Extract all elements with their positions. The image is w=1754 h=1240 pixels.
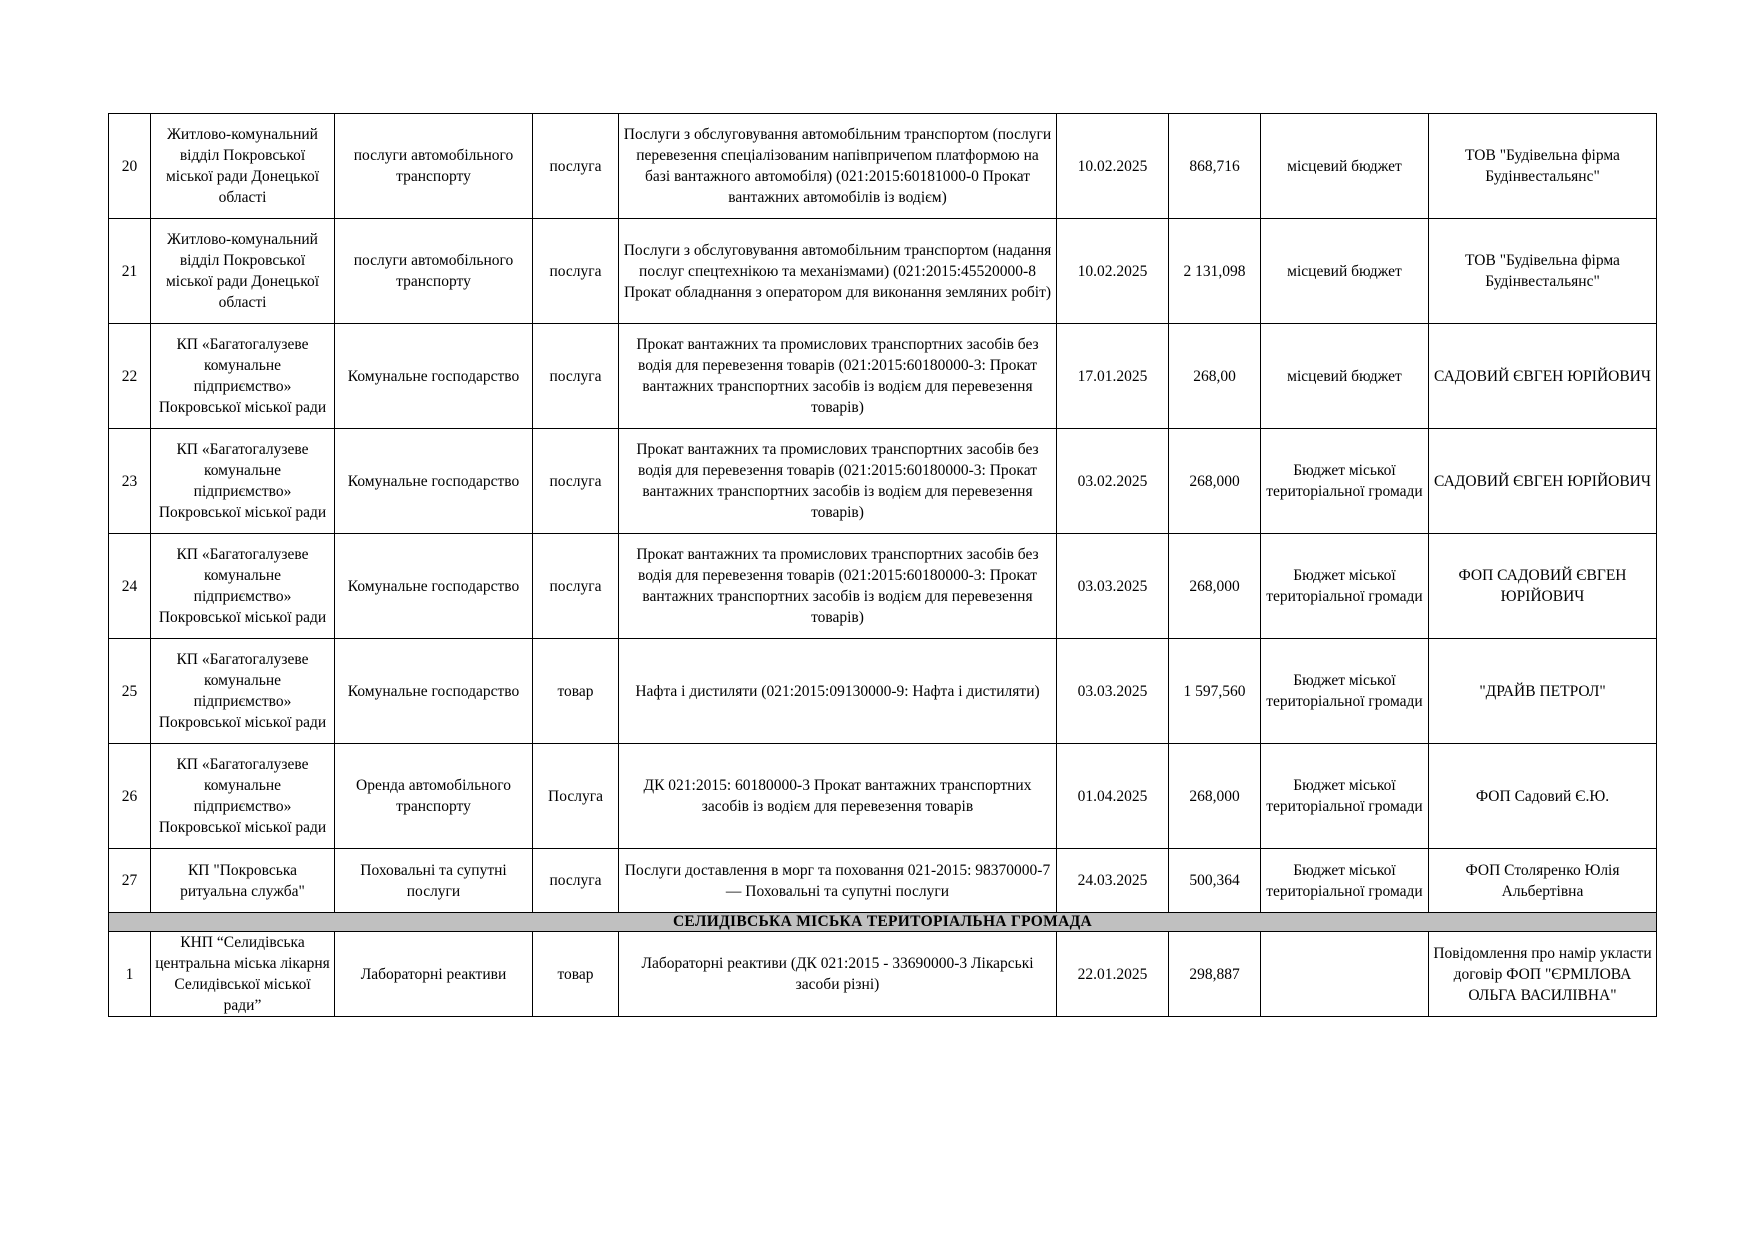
- table-row: [109, 114, 1657, 219]
- subject-cell: послуги автомобільного транспорту: [335, 219, 533, 324]
- type-cell: Послуга: [533, 744, 619, 849]
- row-number-cell: 21: [109, 219, 151, 324]
- description-cell: ДК 021:2015: 60180000-3 Прокат вантажних транспортних засобів із водієм для перевезення товарів: [619, 744, 1057, 849]
- supplier-cell: САДОВИЙ ЄВГЕН ЮРІЙОВИЧ: [1429, 324, 1657, 429]
- section-title: СЕЛИДІВСЬКА МІСЬКА ТЕРИТОРІАЛЬНА ГРОМАДА: [109, 913, 1657, 932]
- funding-source-cell: Бюджет міської територіальної громади: [1261, 639, 1429, 744]
- date-cell: 03.03.2025: [1057, 639, 1169, 744]
- type-cell: послуга: [533, 534, 619, 639]
- row-number-cell: 22: [109, 324, 151, 429]
- description-cell: Послуги доставлення в морг та поховання 021-2015: 98370000-7 — Поховальні та супутні послуги: [619, 849, 1057, 913]
- table-row: [109, 429, 1657, 534]
- amount-cell: 268,00: [1169, 324, 1261, 429]
- funding-source-cell: Бюджет міської територіальної громади: [1261, 849, 1429, 913]
- amount-cell: 1 597,560: [1169, 639, 1261, 744]
- date-cell: 10.02.2025: [1057, 114, 1169, 219]
- customer-cell: КП «Багатогалузеве комунальне підприємство» Покровської міської ради: [151, 639, 335, 744]
- type-cell: послуга: [533, 849, 619, 913]
- description-cell: Прокат вантажних та промислових транспортних засобів без водія для перевезення товарів (021:2015:60180000-3: Прокат вантажних транспортних засобів із водієм для перевезення товарів): [619, 534, 1057, 639]
- subject-cell: послуги автомобільного транспорту: [335, 114, 533, 219]
- table-row: [109, 324, 1657, 429]
- amount-cell: 500,364: [1169, 849, 1261, 913]
- customer-cell: КНП “Селидівська центральна міська лікарня Селидівської міської ради”: [151, 932, 335, 1017]
- funding-source-cell: [1261, 932, 1429, 1017]
- type-cell: товар: [533, 932, 619, 1017]
- description-cell: Послуги з обслуговування автомобільним транспортом (надання послуг спецтехнікою та механізмами) (021:2015:45520000-8 Прокат обладнання з оператором для виконання земляних робіт): [619, 219, 1057, 324]
- row-number-cell: 23: [109, 429, 151, 534]
- subject-cell: Комунальне господарство: [335, 429, 533, 534]
- subject-cell: Поховальні та супутні послуги: [335, 849, 533, 913]
- description-cell: Нафта і дистиляти (021:2015:09130000-9: Нафта і дистиляти): [619, 639, 1057, 744]
- table-row: [109, 932, 1657, 1017]
- row-number-cell: 25: [109, 639, 151, 744]
- procurement-table: [108, 113, 1657, 1017]
- date-cell: 03.02.2025: [1057, 429, 1169, 534]
- subject-cell: Лабораторні реактиви: [335, 932, 533, 1017]
- subject-cell: Оренда автомобільного транспорту: [335, 744, 533, 849]
- row-number-cell: 20: [109, 114, 151, 219]
- supplier-cell: Повідомлення про намір укласти договір ФОП "ЄРМІЛОВА ОЛЬГА ВАСИЛІВНА": [1429, 932, 1657, 1017]
- supplier-cell: ФОП САДОВИЙ ЄВГЕН ЮРІЙОВИЧ: [1429, 534, 1657, 639]
- description-cell: Прокат вантажних та промислових транспортних засобів без водія для перевезення товарів (021:2015:60180000-3: Прокат вантажних транспортних засобів із водієм для перевезення товарів): [619, 429, 1057, 534]
- amount-cell: 2 131,098: [1169, 219, 1261, 324]
- customer-cell: Житлово-комунальний відділ Покровської міської ради Донецької області: [151, 219, 335, 324]
- subject-cell: Комунальне господарство: [335, 324, 533, 429]
- customer-cell: КП «Багатогалузеве комунальне підприємство» Покровської міської ради: [151, 534, 335, 639]
- amount-cell: 268,000: [1169, 429, 1261, 534]
- customer-cell: Житлово-комунальний відділ Покровської міської ради Донецької області: [151, 114, 335, 219]
- row-number-cell: 26: [109, 744, 151, 849]
- amount-cell: 268,000: [1169, 534, 1261, 639]
- date-cell: 03.03.2025: [1057, 534, 1169, 639]
- supplier-cell: САДОВИЙ ЄВГЕН ЮРІЙОВИЧ: [1429, 429, 1657, 534]
- section-header-row: [109, 913, 1657, 932]
- table-row: [109, 849, 1657, 913]
- table-row: [109, 534, 1657, 639]
- funding-source-cell: місцевий бюджет: [1261, 324, 1429, 429]
- type-cell: послуга: [533, 114, 619, 219]
- description-cell: Лабораторні реактиви (ДК 021:2015 - 33690000-3 Лікарські засоби різні): [619, 932, 1057, 1017]
- type-cell: послуга: [533, 429, 619, 534]
- description-cell: Послуги з обслуговування автомобільним транспортом (послуги перевезення спеціалізованим напівпричепом платформою на базі вантажного автомобіля) (021:2015:60181000-0 Прокат вантажних автомобілів із водієм): [619, 114, 1057, 219]
- customer-cell: КП "Покровська ритуальна служба": [151, 849, 335, 913]
- date-cell: 24.03.2025: [1057, 849, 1169, 913]
- supplier-cell: ФОП Садовий Є.Ю.: [1429, 744, 1657, 849]
- date-cell: 17.01.2025: [1057, 324, 1169, 429]
- customer-cell: КП «Багатогалузеве комунальне підприємство» Покровської міської ради: [151, 324, 335, 429]
- date-cell: 10.02.2025: [1057, 219, 1169, 324]
- funding-source-cell: Бюджет міської територіальної громади: [1261, 744, 1429, 849]
- date-cell: 22.01.2025: [1057, 932, 1169, 1017]
- subject-cell: Комунальне господарство: [335, 639, 533, 744]
- customer-cell: КП «Багатогалузеве комунальне підприємство» Покровської міської ради: [151, 429, 335, 534]
- customer-cell: КП «Багатогалузеве комунальне підприємство» Покровської міської ради: [151, 744, 335, 849]
- funding-source-cell: Бюджет міської територіальної громади: [1261, 429, 1429, 534]
- amount-cell: 298,887: [1169, 932, 1261, 1017]
- type-cell: товар: [533, 639, 619, 744]
- row-number-cell: 27: [109, 849, 151, 913]
- date-cell: 01.04.2025: [1057, 744, 1169, 849]
- row-number-cell: 24: [109, 534, 151, 639]
- amount-cell: 868,716: [1169, 114, 1261, 219]
- table-row: [109, 219, 1657, 324]
- funding-source-cell: місцевий бюджет: [1261, 114, 1429, 219]
- supplier-cell: ФОП Столяренко Юлія Альбертівна: [1429, 849, 1657, 913]
- type-cell: послуга: [533, 324, 619, 429]
- supplier-cell: "ДРАЙВ ПЕТРОЛ": [1429, 639, 1657, 744]
- subject-cell: Комунальне господарство: [335, 534, 533, 639]
- table-row: [109, 639, 1657, 744]
- table-row: [109, 744, 1657, 849]
- funding-source-cell: Бюджет міської територіальної громади: [1261, 534, 1429, 639]
- row-number-cell: 1: [109, 932, 151, 1017]
- supplier-cell: ТОВ "Будівельна фірма Будінвестальянс": [1429, 114, 1657, 219]
- funding-source-cell: місцевий бюджет: [1261, 219, 1429, 324]
- type-cell: послуга: [533, 219, 619, 324]
- amount-cell: 268,000: [1169, 744, 1261, 849]
- supplier-cell: ТОВ "Будівельна фірма Будінвестальянс": [1429, 219, 1657, 324]
- description-cell: Прокат вантажних та промислових транспортних засобів без водія для перевезення товарів (021:2015:60180000-3: Прокат вантажних транспортних засобів із водієм для перевезення товарів): [619, 324, 1057, 429]
